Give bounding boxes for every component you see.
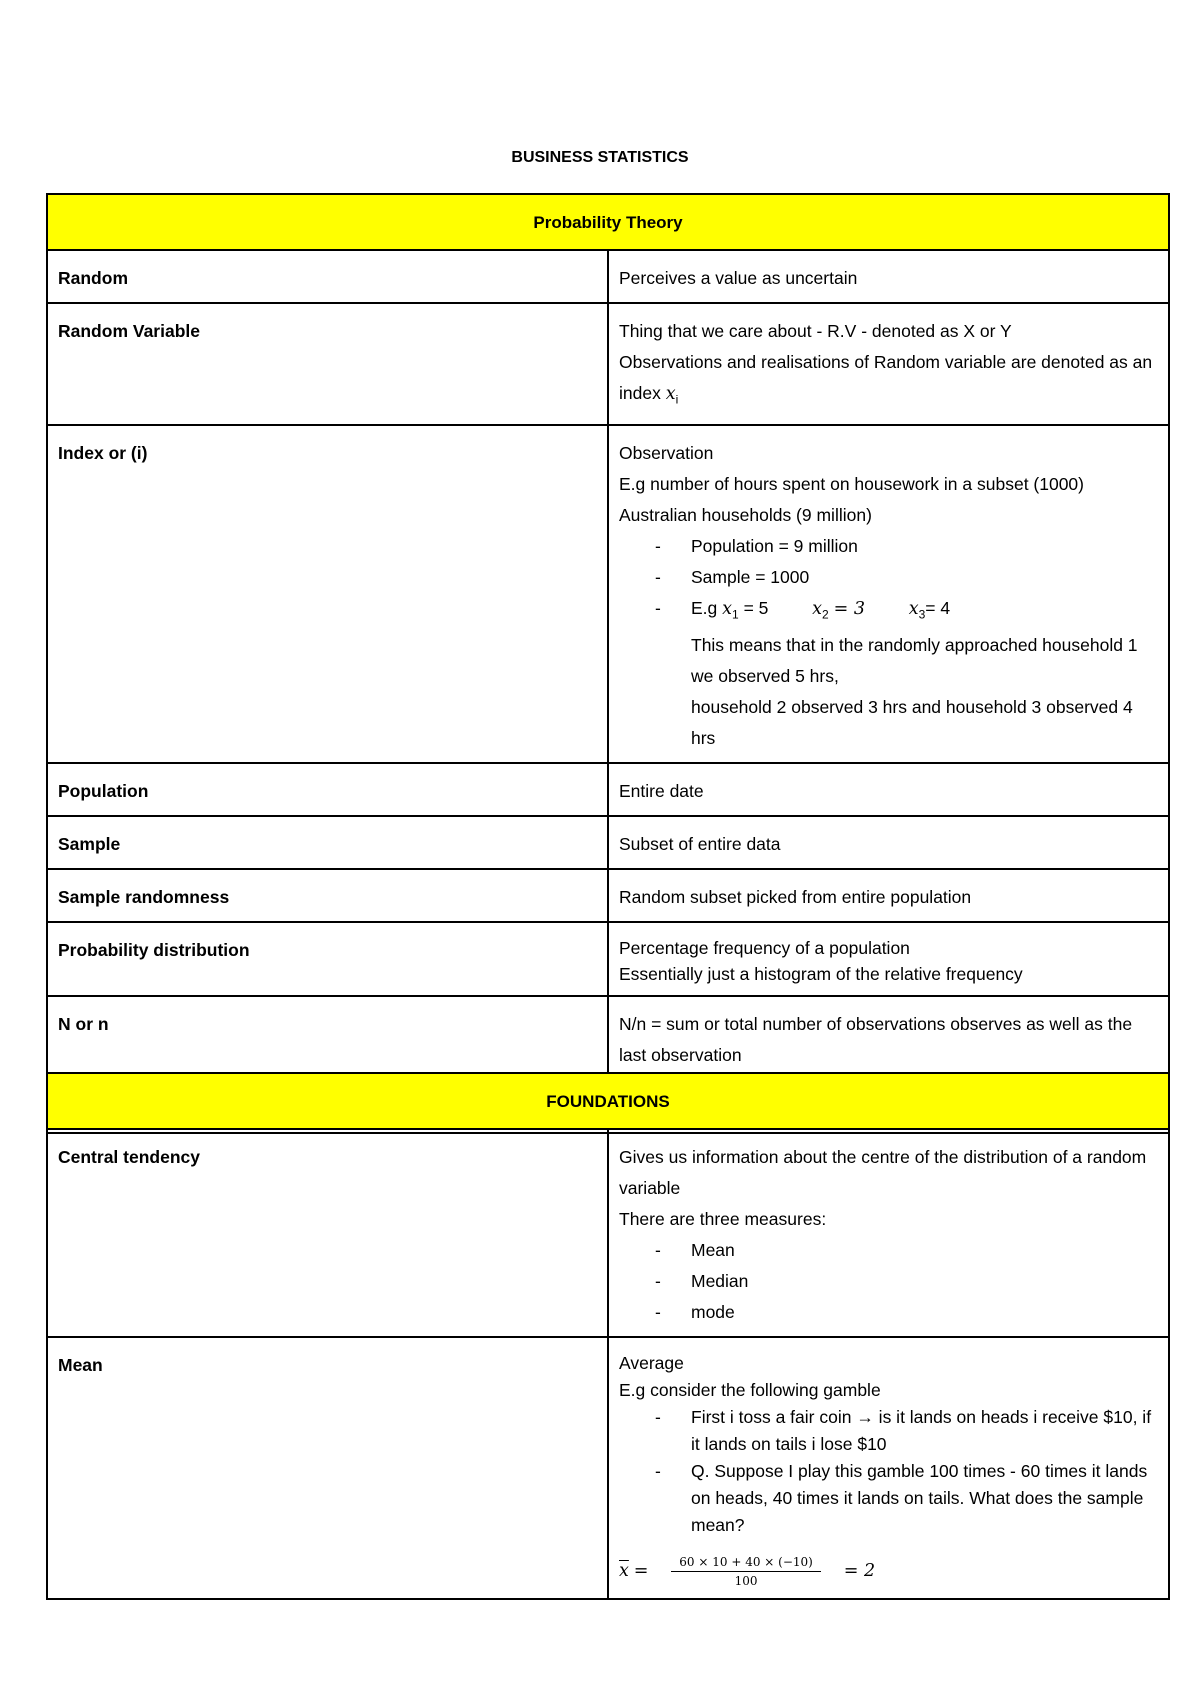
pd-line-2: Essentially just a histogram of the relative frequency: [619, 964, 1023, 984]
term-n-or-n: N or n: [47, 996, 608, 1080]
definition-sample-randomness: Random subset picked from entire population: [608, 869, 1169, 922]
list-item: - Q. Suppose I play this gamble 100 times - 60 times it lands on heads, 40 times it lands on tails. What does the sample mean?: [619, 1458, 1158, 1539]
index-subscript: i: [675, 392, 679, 407]
ct-line-1: Gives us information about the centre of the distribution of a random variable: [619, 1147, 1147, 1198]
x1-value: = 5: [743, 597, 769, 618]
mean-line-2: E.g consider the following gamble: [619, 1380, 881, 1400]
index-line-2: E.g number of hours spent on housework in a subset (1000) Australian households (9 million): [619, 473, 1084, 525]
eg-prefix: E.g: [691, 597, 718, 618]
table-row: [47, 763, 1169, 816]
probability-theory-table: [46, 193, 1170, 1134]
fraction-denominator: 100: [734, 1574, 758, 1588]
x3-value: = 4: [925, 597, 951, 618]
x2-symbol: x: [812, 598, 823, 619]
x3-symbol: x: [908, 598, 919, 619]
list-item: - Median: [619, 1266, 1158, 1297]
table-header-row: [47, 1073, 1169, 1129]
rv-line-2-text: Observations and realisations of Random variable are denoted as an index: [619, 352, 1153, 403]
rv-line-1: Thing that we care about - R.V - denoted as X or Y: [619, 321, 1012, 341]
table-row: [47, 922, 1169, 996]
equals-sign: =: [633, 1561, 649, 1582]
definition-sample: Subset of entire data: [608, 816, 1169, 869]
table-row: [47, 303, 1169, 425]
x1-sub: 1: [732, 607, 739, 621]
x1-symbol: x: [722, 598, 733, 619]
term-central-tendency: Central tendency: [47, 1129, 608, 1337]
x2-value: = 3: [833, 598, 865, 619]
definition-population: Entire date: [608, 763, 1169, 816]
x2-sub: 2: [822, 607, 829, 621]
definition-index: [608, 425, 1169, 764]
index-symbol: x: [665, 384, 676, 404]
list-item: - Mean: [619, 1235, 1158, 1266]
mean-formula: [619, 1553, 1158, 1590]
term-random-variable: Random Variable: [47, 303, 608, 425]
index-line-1: Observation: [619, 442, 714, 463]
definition-n-or-n: N/n = sum or total number of observations observes as well as the last observation: [608, 996, 1169, 1080]
term-probability-distribution: Probability distribution: [47, 922, 608, 996]
term-sample: Sample: [47, 816, 608, 869]
term-mean: Mean: [47, 1337, 608, 1599]
xbar-symbol: $\overline{x}$: [619, 1561, 629, 1582]
definition-mean: [608, 1337, 1169, 1599]
mean-line-1: Average: [619, 1353, 684, 1373]
fraction-numerator: 60 × 10 + 40 × (−10): [671, 1553, 821, 1572]
list-item: - Sample = 1000: [619, 562, 1158, 593]
ct-line-2: There are three measures:: [619, 1209, 827, 1229]
pd-line-1: Percentage frequency of a population: [619, 938, 910, 958]
term-random: Random: [47, 250, 608, 303]
foundations-header: FOUNDATIONS: [47, 1073, 1169, 1129]
document-title: BUSINESS STATISTICS: [511, 149, 689, 166]
fraction: [671, 1553, 821, 1590]
term-sample-randomness: Sample randomness: [47, 869, 608, 922]
table-row: [47, 816, 1169, 869]
table-row: [47, 996, 1169, 1080]
definition-random: Perceives a value as uncertain: [608, 250, 1169, 303]
index-note-2: household 2 observed 3 hrs and household 3 observed 4 hrs: [691, 697, 1133, 748]
table-row: [47, 1337, 1169, 1599]
index-note-1: This means that in the randomly approached household 1 we observed 5 hrs,: [691, 635, 1138, 686]
rv-line-2: [619, 347, 1158, 416]
definition-central-tendency: [608, 1129, 1169, 1337]
list-item: - mode: [619, 1297, 1158, 1328]
definition-random-variable: [608, 303, 1169, 425]
formula-result: = 2: [843, 1561, 876, 1582]
definition-probability-distribution: [608, 922, 1169, 996]
list-item: - Population = 9 million: [619, 531, 1158, 562]
table-row: [47, 869, 1169, 922]
list-item-example: [619, 593, 1158, 631]
term-index: Index or (i): [47, 425, 608, 764]
term-population: Population: [47, 763, 608, 816]
x3-sub: 3: [918, 607, 926, 621]
table-row: [47, 250, 1169, 303]
table-row: [47, 425, 1169, 764]
probability-theory-header: Probability Theory: [47, 194, 1169, 250]
table-header-row: [47, 194, 1169, 250]
list-item: - First i toss a fair coin → is it lands on heads i receive $10, if it lands on tails i lose $10: [619, 1404, 1158, 1458]
foundations-table: [46, 1072, 1170, 1600]
table-row: [47, 1129, 1169, 1337]
